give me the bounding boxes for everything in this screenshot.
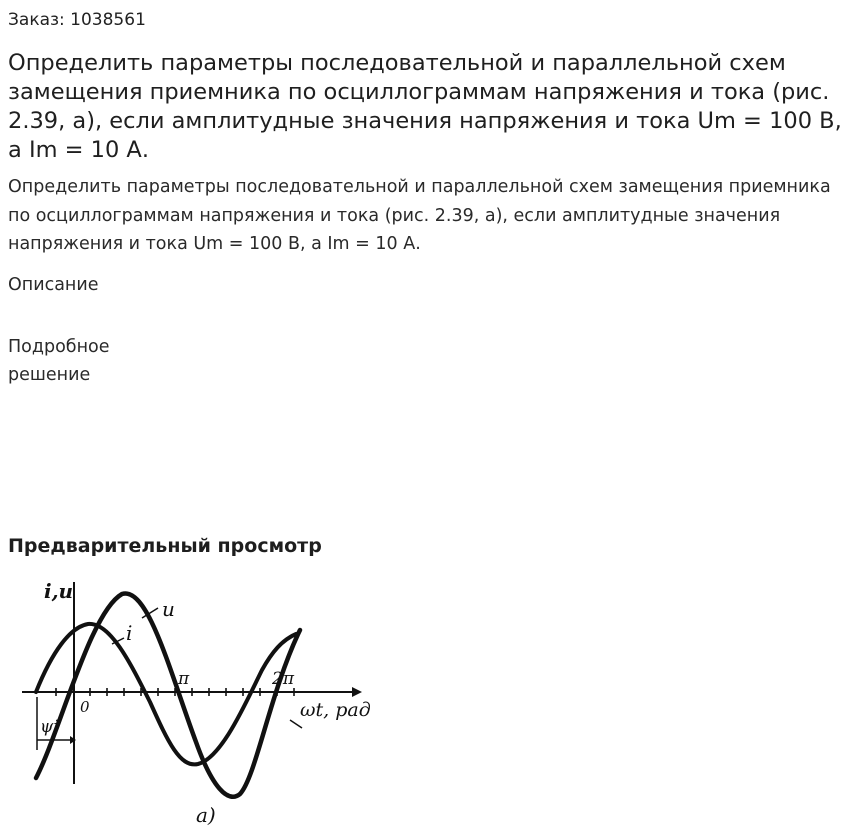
figure-caption: а): [196, 803, 216, 827]
curve-i-label: i: [126, 621, 133, 645]
oscillogram-diagram: [0, 572, 380, 832]
order-number: Заказ: 1038561: [8, 10, 146, 30]
page-title: Определить параметры последовательной и параллельной схем замещения приемника по осциллограммам напряжения и тока (рис. 2.39, а), если амплитудные значения напряжения и тока Um = 100 В, а Im = 10 А.: [8, 50, 842, 163]
preview-heading: Предварительный просмотр: [8, 535, 322, 557]
x-label-pointer: [290, 720, 302, 728]
problem-description: Определить параметры последовательной и параллельной схем замещения приемника по осциллограммам напряжения и тока (рис. 2.39, а), если амплитудные значения напряжения и тока Um = 100 В, а Im = 10 А.: [8, 177, 831, 254]
oscillogram-figure: [0, 572, 380, 832]
axis-y-label: i,u: [44, 579, 74, 603]
solution-section-label: Подробное решение: [8, 337, 110, 385]
phase-label: ψi: [40, 717, 59, 737]
tick-label-2pi: 2π: [272, 669, 294, 689]
x-axis-arrow: [352, 687, 362, 697]
axis-x-label: ωt, рад: [300, 699, 371, 721]
curve-u-label: u: [162, 597, 175, 621]
origin-label: 0: [80, 698, 90, 716]
description-section-label: Описание: [8, 275, 99, 295]
tick-label-pi: π: [178, 669, 190, 689]
